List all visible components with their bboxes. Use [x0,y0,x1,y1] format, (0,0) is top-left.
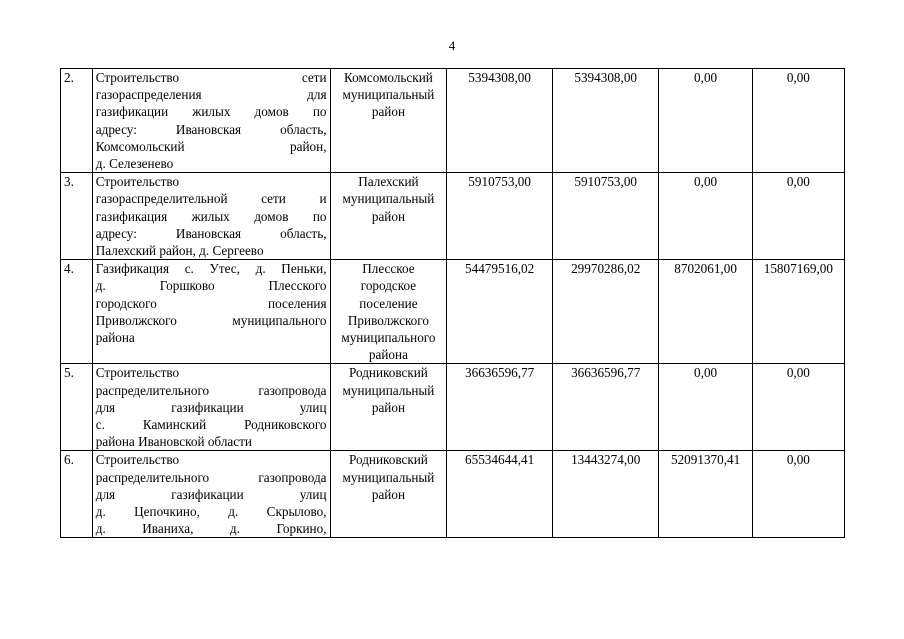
table-row [61,173,845,260]
amount-4: 15807169,00 [752,260,844,364]
project-name-line: района Ивановской области [95,434,252,450]
amount-4: 0,00 [752,364,844,451]
table-row [61,260,845,364]
project-name-line: д. Цепочкино, д. Скрылово, [95,504,327,520]
amount-2: 13443274,00 [552,451,659,538]
project-name-line: для газификации улиц [95,486,327,502]
amount-2: 5394308,00 [552,69,659,173]
project-name-line: газораспределительной сети и [95,191,327,207]
project-name [92,451,330,538]
project-name-line: для газификации улиц [95,399,327,415]
project-name-line: газификация жилых домов по [95,208,327,224]
municipality: Плесское городское поселение Приволжского муниципального района [330,260,447,364]
amount-2: 36636596,77 [552,364,659,451]
project-name-line: Строительство сети [95,70,327,85]
row-number: 4. [61,260,93,364]
amount-3: 8702061,00 [659,260,752,364]
project-name-line: Строительство [95,452,180,468]
project-name [92,69,330,173]
amount-2: 29970286,02 [552,260,659,364]
project-name-line: адресу: Ивановская область, [95,121,327,137]
project-name-line: с. Каминский Родниковского [95,417,327,433]
project-name-line: Газификация с. Утес, д. Пеньки, [95,261,327,277]
table-row [61,69,845,173]
project-name-line: д. Горшково Плесского [95,278,327,294]
project-name [92,260,330,364]
amount-3: 52091370,41 [659,451,752,538]
municipality: Палехский муниципальный район [330,173,447,260]
municipality: Родниковский муниципальный район [330,364,447,451]
project-name-line: д. Иваниха, д. Горкино, [95,521,327,537]
amount-total: 54479516,02 [447,260,553,364]
project-name-line: распределительного газопровода [95,382,327,398]
project-name-line: газораспределения для [95,87,327,103]
amount-4: 0,00 [752,173,844,260]
amount-3: 0,00 [659,364,752,451]
row-number: 6. [61,451,93,538]
project-name-line: газификации жилых домов по [95,104,327,120]
project-name [92,173,330,260]
project-name-line: д. Селезенево [95,156,174,172]
amount-4: 0,00 [752,69,844,173]
row-number: 5. [61,364,93,451]
project-name [92,364,330,451]
amount-total: 5910753,00 [447,173,553,260]
project-name-line: Палехский район, д. Сергеево [95,243,264,259]
municipality: Комсомольский муниципальный район [330,69,447,173]
project-name-line: Строительство [95,365,180,381]
project-name-line: адресу: Ивановская область, [95,225,327,241]
table-row [61,364,845,451]
row-number: 3. [61,173,93,260]
project-name-line: Приволжского муниципального [95,312,327,328]
project-name-line: Комсомольский район, [95,138,327,154]
amount-4: 0,00 [752,451,844,538]
project-name-line: района [95,330,135,346]
amount-2: 5910753,00 [552,173,659,260]
municipality: Родниковский муниципальный район [330,451,447,538]
funding-table [60,68,845,538]
page-number: 4 [448,38,456,53]
project-name-line: городского поселения [95,295,327,311]
project-name-line: Строительство [95,174,180,190]
row-number: 2. [61,69,93,173]
amount-3: 0,00 [659,69,752,173]
amount-total: 36636596,77 [447,364,553,451]
table-row [61,451,845,538]
project-name-line: распределительного газопровода [95,469,327,485]
amount-total: 65534644,41 [447,451,553,538]
amount-3: 0,00 [659,173,752,260]
amount-total: 5394308,00 [447,69,553,173]
